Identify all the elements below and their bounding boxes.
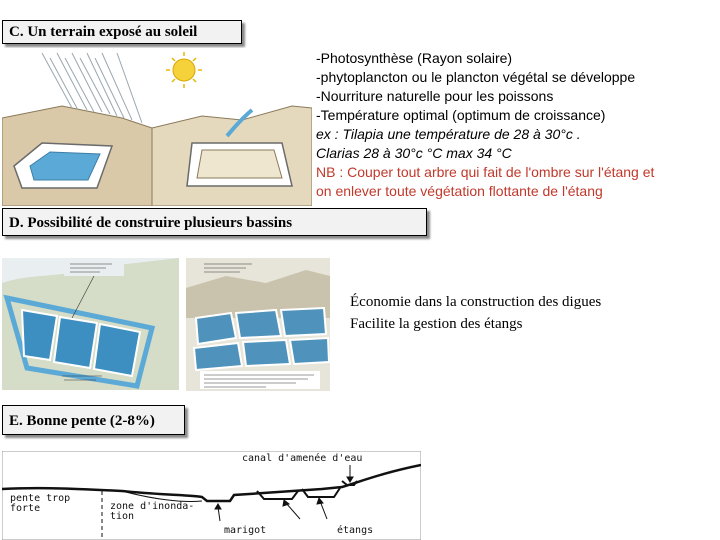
section-c-text [316, 49, 720, 201]
label-canal: canal d'amenée d'eau [242, 453, 363, 464]
label-etangs: étangs [337, 525, 374, 536]
label-pente: pente trop [10, 493, 71, 504]
slope-drawing [2, 451, 421, 540]
basins-drawing-left [2, 258, 179, 390]
text-line-economie: Économie dans la construction des digues [350, 294, 602, 310]
text-line-phytoplancton: -phytoplancton ou le plancton végétal se développe [316, 69, 636, 85]
text-line-tilapia: ex : Tilapia une température de 28 à 30°c . [316, 126, 581, 142]
text-line-nb-1: NB : Couper tout arbre qui fait de l'ombre sur l'étang et [316, 164, 655, 180]
section-e-heading-text: E. Bonne pente (2-8%) [9, 413, 155, 429]
sunny-pond-illustration [2, 48, 312, 206]
section-e-heading [2, 405, 185, 435]
label-zone-2: tion [110, 511, 135, 522]
label-pente-2: forte [10, 503, 41, 514]
text-line-temperature: -Température optimal (optimum de croissance) [316, 107, 606, 123]
section-c-heading-text: C. Un terrain exposé au soleil [9, 24, 198, 40]
label-marigot: marigot [224, 525, 267, 536]
section-d-heading-text: D. Possibilité de construire plusieurs bassins [9, 215, 293, 231]
text-line-gestion: Facilite la gestion des étangs [350, 316, 523, 332]
section-c-heading [2, 20, 242, 44]
label-zone: zone d'inonda- [110, 501, 195, 512]
text-line-photosynthese: -Photosynthèse (Rayon solaire) [316, 50, 513, 66]
sunny-pond-drawing [2, 48, 312, 206]
section-d-text [350, 291, 720, 335]
section-d-heading [2, 208, 427, 236]
slope-sketch [2, 451, 421, 540]
text-line-nb-2: on enlever toute végétation flottante de l'étang [316, 183, 603, 199]
text-line-nourriture: -Nourriture naturelle pour les poissons [316, 88, 554, 104]
basins-drawing-right [186, 258, 330, 391]
basins-diagram-left [2, 258, 179, 390]
basins-diagram-right [186, 258, 330, 391]
text-line-clarias: Clarias 28 à 30°c °C max 34 °C [316, 145, 512, 161]
